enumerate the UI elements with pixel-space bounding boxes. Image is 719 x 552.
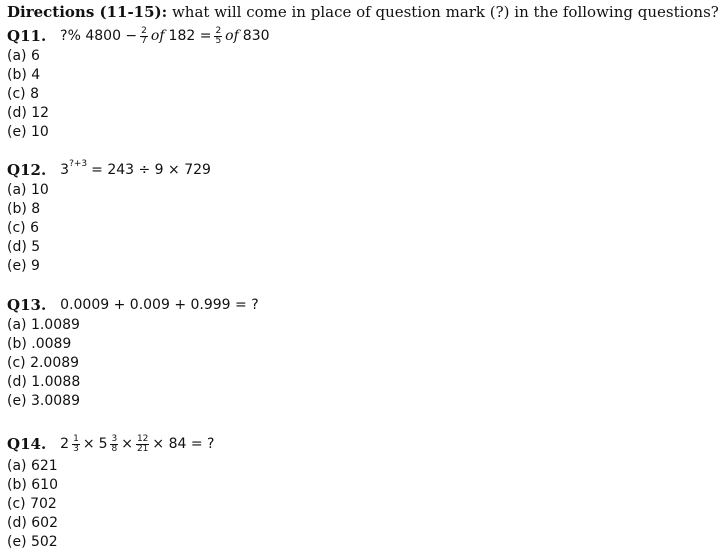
option-e: (e) 10 [7, 124, 49, 140]
expr-of: of [150, 28, 165, 44]
question-11-header [7, 25, 635, 47]
fraction-denominator: 7 [141, 35, 147, 46]
fraction-numerator: 3 [111, 433, 118, 444]
option-a: (a) 6 [7, 48, 40, 64]
fraction [136, 435, 149, 454]
option-e: (e) 502 [7, 534, 58, 550]
question-number: Q12. [7, 161, 47, 179]
fraction-numerator: 2 [141, 25, 147, 36]
option-d: (d) 5 [7, 239, 41, 255]
option-d: (d) 1.0088 [7, 374, 81, 390]
option-a: (a) 621 [7, 458, 58, 474]
expr-part: = 243 ÷ 9 × 729 [91, 162, 211, 178]
expr-whole: 5 [98, 436, 108, 452]
option-c: (c) 702 [7, 496, 57, 512]
fraction-denominator: 21 [136, 443, 149, 454]
option-d: (d) 602 [7, 515, 58, 531]
option-e: (e) 9 [7, 258, 40, 274]
question-page [7, 0, 719, 552]
question-13-expression: 0.0009 + 0.009 + 0.999 = ? [60, 297, 259, 313]
expr-part: × 84 = ? [152, 436, 215, 452]
expr-part: 830 [242, 28, 270, 44]
fraction [110, 435, 118, 454]
fraction-numerator: 1 [73, 433, 79, 444]
option-a: (a) 1.0089 [7, 317, 80, 333]
fraction [214, 27, 222, 46]
question-13 [7, 294, 635, 411]
option-b: (b) .0089 [7, 336, 72, 352]
option-c: (c) 8 [7, 86, 39, 102]
fraction [140, 27, 148, 46]
directions-label: Directions (11-15): [7, 3, 168, 21]
question-number: Q14. [7, 435, 47, 453]
question-11 [7, 25, 635, 142]
option-d: (d) 12 [7, 105, 50, 121]
question-13-header [7, 294, 635, 316]
directions-text: what will come in place of question mark (?) in the following questions? [167, 3, 719, 21]
directions-line [7, 0, 719, 25]
expr-exponent: ?+3 [69, 159, 88, 169]
expr-whole: 2 [60, 436, 70, 452]
question-12-expression [60, 159, 211, 181]
expr-part: 182 = [168, 28, 212, 44]
question-14-expression [60, 433, 214, 455]
option-a: (a) 10 [7, 182, 49, 198]
option-b: (b) 610 [7, 477, 58, 493]
fraction-denominator: 3 [73, 443, 79, 454]
question-14 [7, 431, 635, 552]
question-12-header [7, 159, 635, 181]
expr-times: × [82, 436, 95, 452]
question-number: Q11. [7, 27, 47, 45]
fraction-numerator: 12 [136, 433, 149, 444]
option-e: (e) 3.0089 [7, 393, 80, 409]
expr-base: 3 [60, 162, 70, 178]
fraction [72, 435, 80, 454]
fraction-denominator: 5 [215, 35, 222, 46]
question-14-header [7, 431, 635, 457]
expr-of: of [225, 28, 239, 44]
option-b: (b) 8 [7, 201, 41, 217]
expr-times: × [121, 436, 133, 452]
fraction-denominator: 8 [111, 443, 118, 454]
question-number: Q13. [7, 296, 47, 314]
expr-part: ?% 4800 − [60, 28, 138, 44]
option-c: (c) 6 [7, 220, 39, 236]
option-c: (c) 2.0089 [7, 355, 80, 371]
question-12 [7, 159, 635, 276]
fraction-numerator: 2 [215, 25, 222, 36]
question-11-expression [60, 25, 269, 47]
option-b: (b) 4 [7, 67, 41, 83]
